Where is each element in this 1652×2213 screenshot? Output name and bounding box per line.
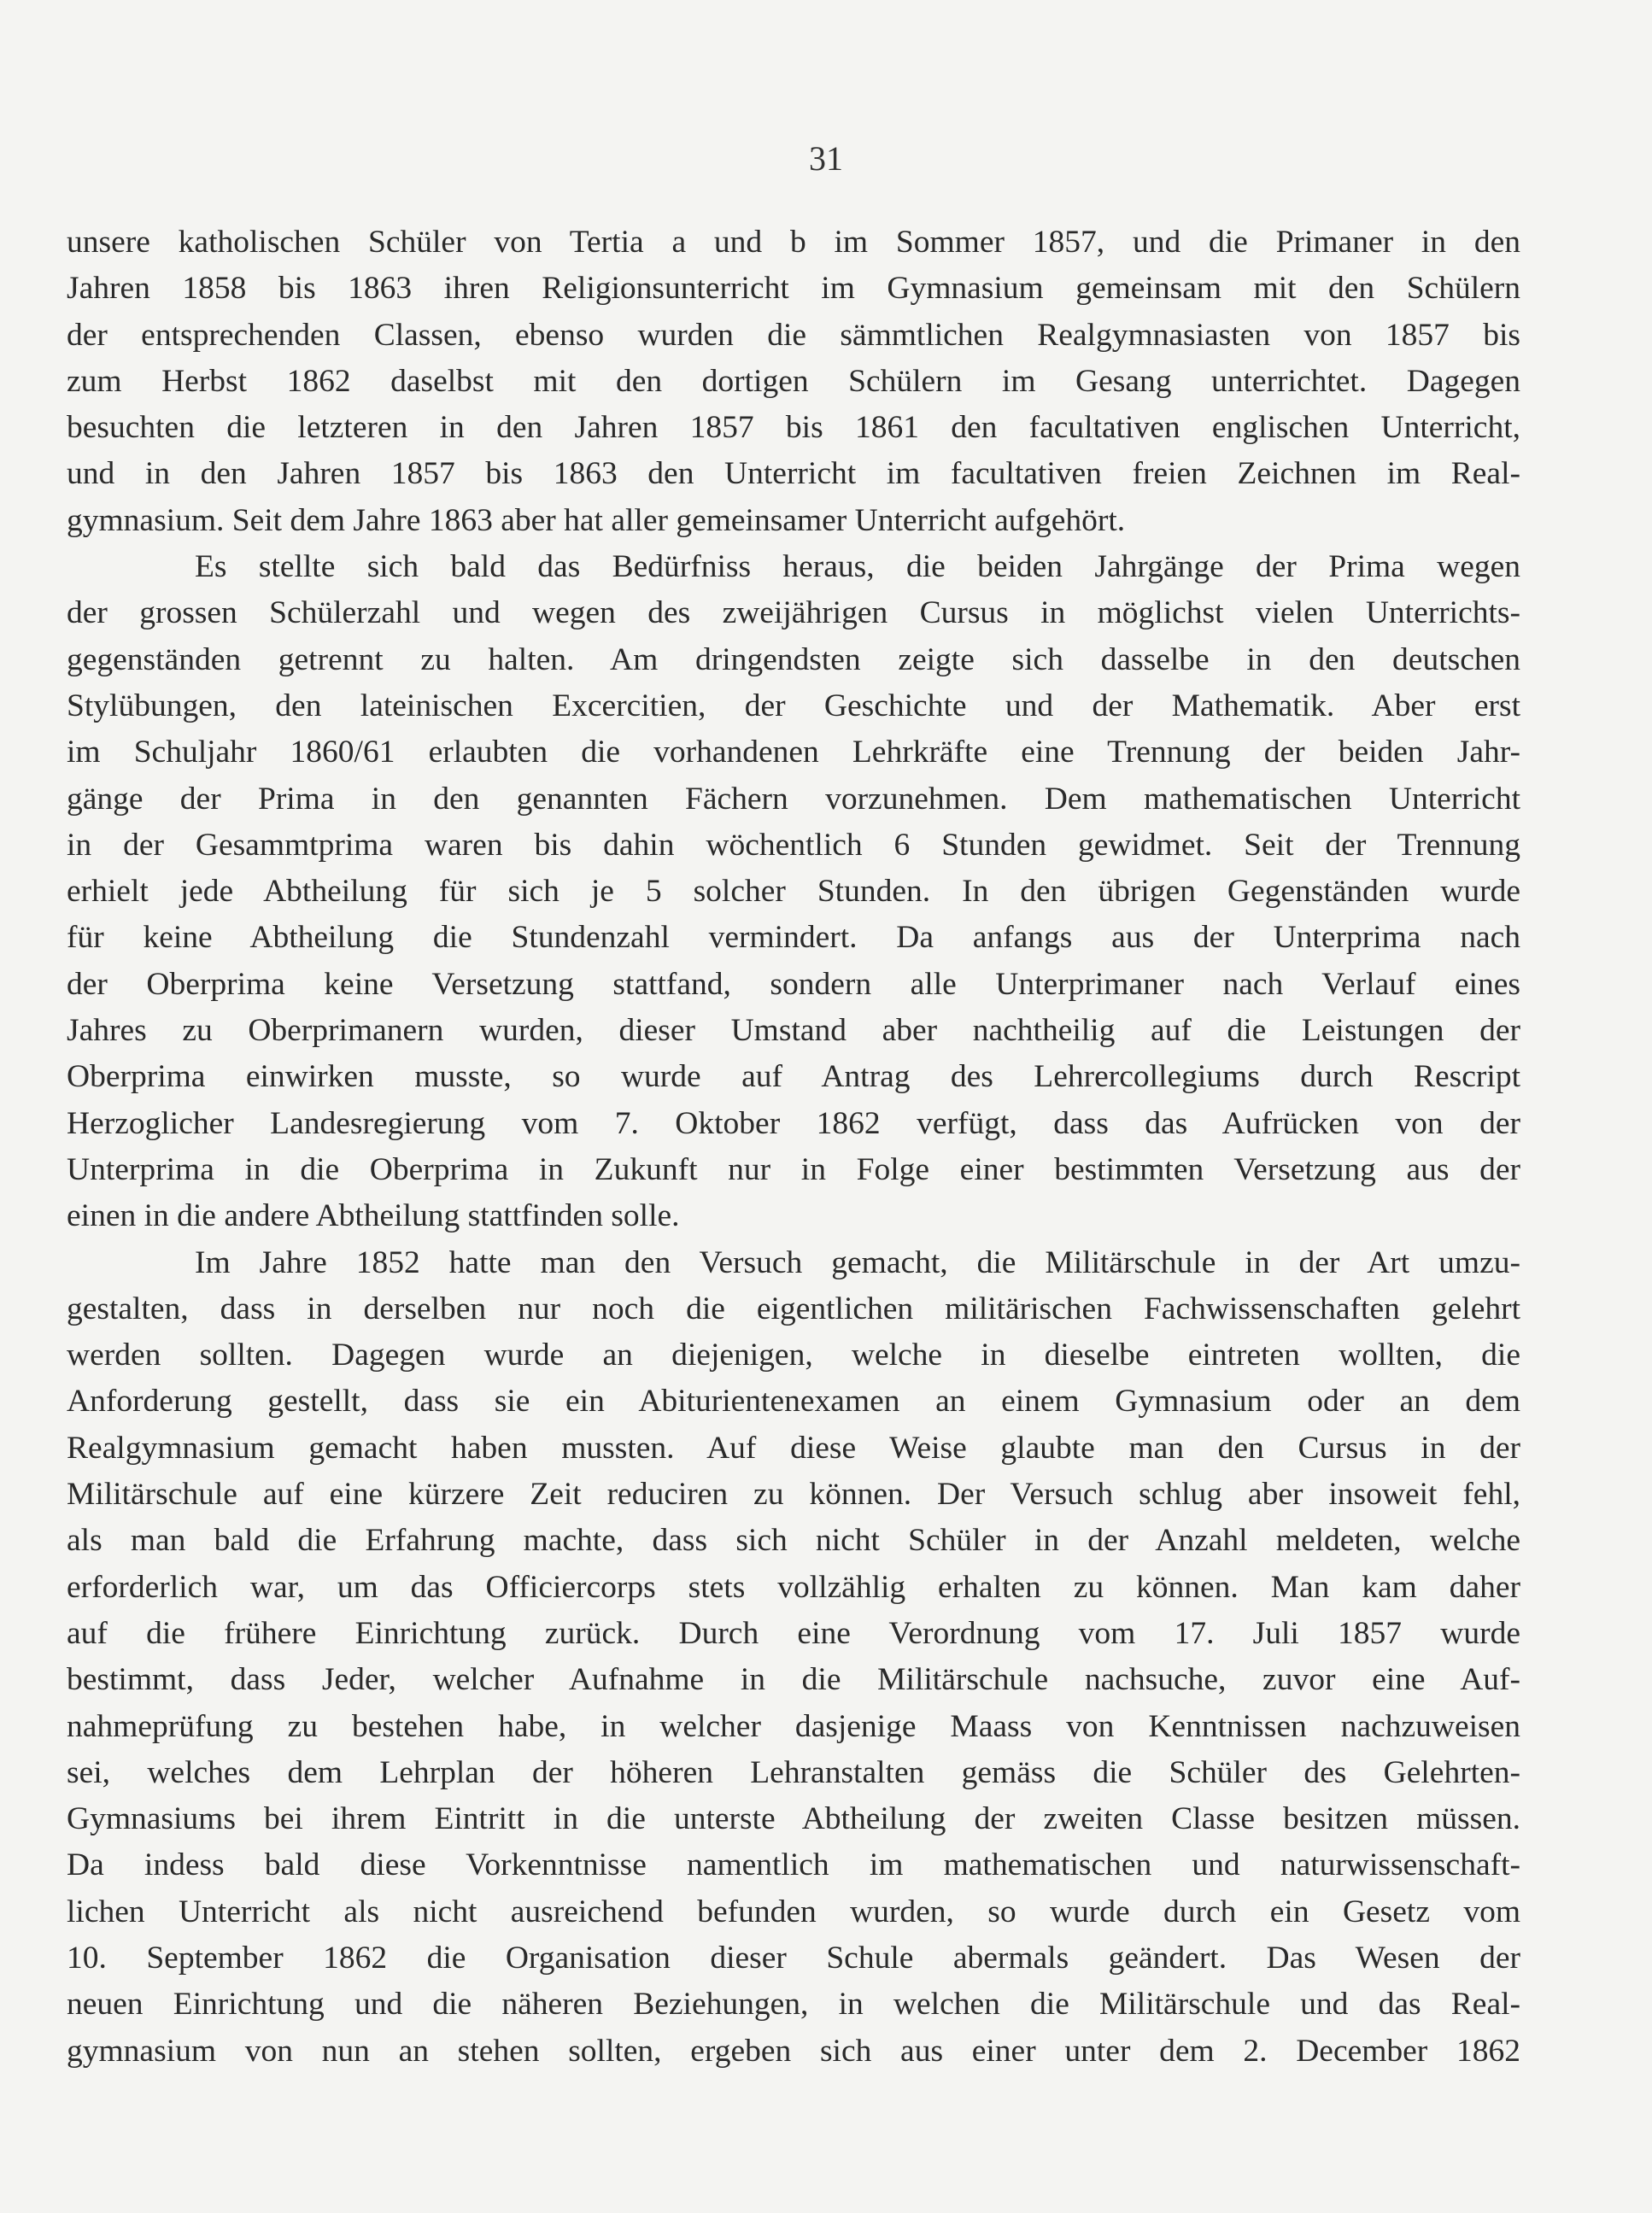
text-line: Da indess bald diese Vorkenntnisse namentlich im mathematischen und naturwissenschaft- bbox=[67, 1847, 1520, 1883]
text-line: erhielt jede Abtheilung für sich je 5 solcher Stunden. In den übrigen Gegenständen wurde bbox=[67, 874, 1520, 910]
text-line: gestalten, dass in derselben nur noch die eigentlichen militärischen Fachwissenschaften gelehrt bbox=[67, 1291, 1520, 1326]
text-line: werden sollten. Dagegen wurde an diejenigen, welche in dieselbe eintreten wollten, die bbox=[67, 1338, 1520, 1373]
text-line: unsere katholischen Schüler von Tertia a und b im Sommer 1857, und die Primaner in den bbox=[67, 225, 1520, 260]
text-line: Herzoglicher Landesregierung vom 7. Oktober 1862 verfügt, dass das Aufrücken von der bbox=[67, 1105, 1520, 1141]
text-line: der entsprechenden Classen, ebenso wurden die sämmtlichen Realgymnasiasten von 1857 bis bbox=[67, 317, 1520, 353]
text-line: neuen Einrichtung und die näheren Beziehungen, in welchen die Militärschule und das Real- bbox=[67, 1987, 1520, 2023]
body-text bbox=[67, 220, 1520, 2075]
text-line: einen in die andere Abtheilung stattfinden solle. bbox=[67, 1198, 680, 1234]
text-line: Jahren 1858 bis 1863 ihren Religionsunterricht im Gymnasium gemeinsam mit den Schülern bbox=[67, 271, 1520, 307]
text-line: gymnasium von nun an stehen sollten, ergeben sich aus einer unter dem 2. December 1862 bbox=[67, 2033, 1520, 2069]
text-line: nahmeprüfung zu bestehen habe, in welcher dasjenige Maass von Kenntnissen nachzuweisen bbox=[67, 1708, 1520, 1744]
text-line: Jahres zu Oberprimanern wurden, dieser Umstand aber nachtheilig auf die Leistungen der bbox=[67, 1013, 1520, 1049]
text-line: in der Gesammtprima waren bis dahin wöchentlich 6 Stunden gewidmet. Seit der Trennung bbox=[67, 827, 1520, 863]
text-line: zum Herbst 1862 daselbst mit den dortigen Schülern im Gesang unterrichtet. Dagegen bbox=[67, 363, 1520, 399]
text-line: besuchten die letzteren in den Jahren 1857 bis 1861 den facultativen englischen Unterricht, bbox=[67, 410, 1520, 446]
text-line: Anforderung gestellt, dass sie ein Abiturientenexamen an einem Gymnasium oder an dem bbox=[67, 1384, 1520, 1420]
text-line: Stylübungen, den lateinischen Excercitien, der Geschichte und der Mathematik. Aber erst bbox=[67, 688, 1520, 723]
text-line: lichen Unterricht als nicht ausreichend befunden wurden, so wurde durch ein Gesetz vom bbox=[67, 1894, 1520, 1929]
text-line: für keine Abtheilung die Stundenzahl vermindert. Da anfangs aus der Unterprima nach bbox=[67, 920, 1520, 956]
text-line: als man bald die Erfahrung machte, dass sich nicht Schüler in der Anzahl meldeten, welche bbox=[67, 1523, 1520, 1559]
text-line: der grossen Schülerzahl und wegen des zweijährigen Cursus in möglichst vielen Unterrichts- bbox=[67, 595, 1520, 631]
text-line: und in den Jahren 1857 bis 1863 den Unterricht im facultativen freien Zeichnen im Real- bbox=[67, 456, 1520, 492]
page-number: 31 bbox=[809, 139, 843, 178]
text-line: gegenständen getrennt zu halten. Am dringendsten zeigte sich dasselbe in den deutschen bbox=[67, 641, 1520, 677]
text-line: erforderlich war, um das Officiercorps stets vollzählig erhalten zu können. Man kam daher bbox=[67, 1569, 1520, 1605]
text-line: sei, welches dem Lehrplan der höheren Lehranstalten gemäss die Schüler des Gelehrten- bbox=[67, 1754, 1520, 1790]
text-line: bestimmt, dass Jeder, welcher Aufnahme in die Militärschule nachsuche, zuvor eine Auf- bbox=[67, 1662, 1520, 1698]
text-line: Unterprima in die Oberprima in Zukunft nur in Folge einer bestimmten Versetzung aus der bbox=[67, 1151, 1520, 1187]
text-line: gänge der Prima in den genannten Fächern vorzunehmen. Dem mathematischen Unterricht bbox=[67, 781, 1520, 817]
text-line: Gymnasiums bei ihrem Eintritt in die unterste Abtheilung der zweiten Classe besitzen müssen. bbox=[67, 1801, 1520, 1837]
text-line: Realgymnasium gemacht haben mussten. Auf diese Weise glaubte man den Cursus in der bbox=[67, 1430, 1520, 1466]
text-line: Es stellte sich bald das Bedürfniss heraus, die beiden Jahrgänge der Prima wegen bbox=[195, 549, 1520, 585]
text-line: Im Jahre 1852 hatte man den Versuch gemacht, die Militärschule in der Art umzu- bbox=[195, 1244, 1520, 1280]
text-line: im Schuljahr 1860/61 erlaubten die vorhandenen Lehrkräfte eine Trennung der beiden Jahr- bbox=[67, 735, 1520, 770]
text-line: 10. September 1862 die Organisation dieser Schule abermals geändert. Das Wesen der bbox=[67, 1940, 1520, 1976]
text-line: auf die frühere Einrichtung zurück. Durch eine Verordnung vom 17. Juli 1857 wurde bbox=[67, 1615, 1520, 1651]
text-line: gymnasium. Seit dem Jahre 1863 aber hat aller gemeinsamer Unterricht aufgehört. bbox=[67, 502, 1126, 538]
text-line: der Oberprima keine Versetzung stattfand, sondern alle Unterprimaner nach Verlauf eines bbox=[67, 966, 1520, 1002]
text-line: Oberprima einwirken musste, so wurde auf Antrag des Lehrercollegiums durch Rescript bbox=[67, 1059, 1520, 1095]
text-line: Militärschule auf eine kürzere Zeit reduciren zu können. Der Versuch schlug aber insoweit fehl, bbox=[67, 1477, 1520, 1513]
